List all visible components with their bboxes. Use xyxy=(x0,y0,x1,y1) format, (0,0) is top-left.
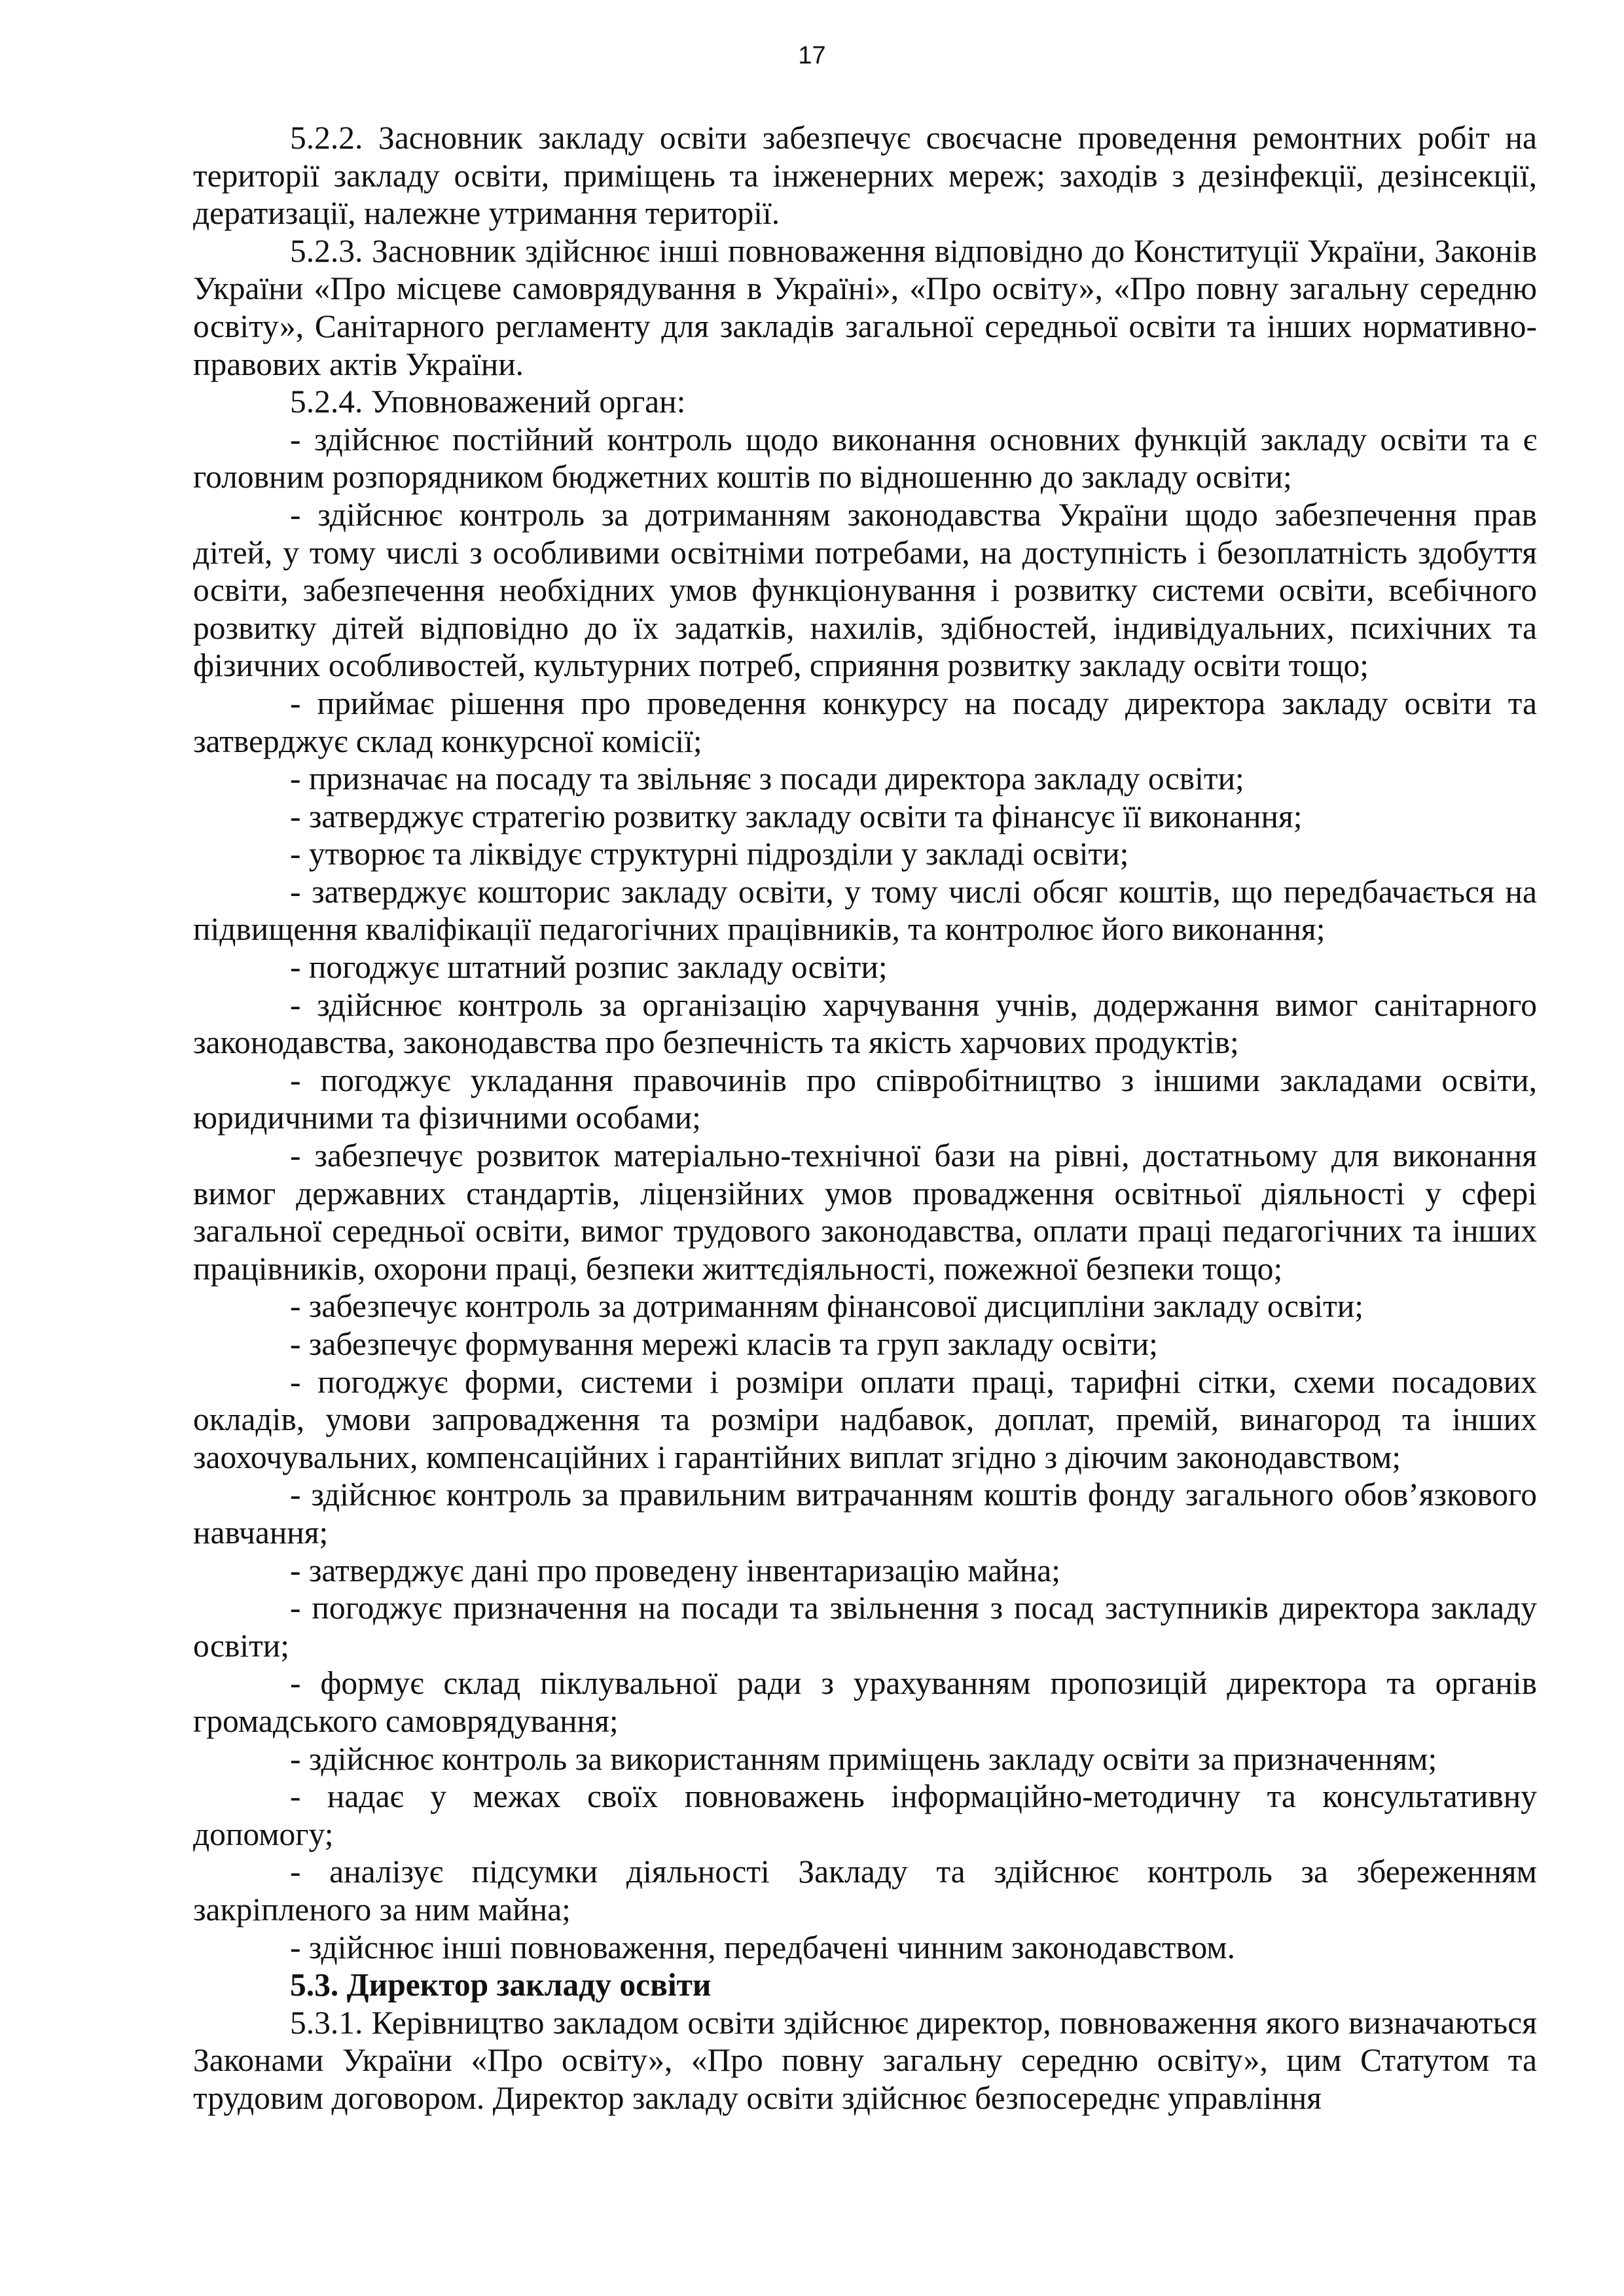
list-item: - забезпечує контроль за дотриманням фінансової дисципліни закладу освіти; xyxy=(290,1288,1363,1325)
list-item: - здійснює контроль за дотриманням законодавства України щодо забезпечення прав дітей, у тому числі з особливими освітніми потребами, на доступність і безоплатність здобуття освіти, забезпечення необхідних умов функціонування і розвитку системи освіти, всебічного розвитку дітей відповідно до їх задатків, нахилів, здібностей, індивідуальних, психічних та фізичних особливостей, культурних потреб, сприяння розвитку закладу освіти тощо; xyxy=(193,496,1537,684)
list-item: - погоджує штатний розпис закладу освіти; xyxy=(290,949,888,986)
list-item: - забезпечує розвиток матеріально-технічної бази на рівні, достатньому для виконання вимог державних стандартів, ліцензійних умов провадження освітньої діяльності у сфері загальної середньої освіти, вимог трудового законодавства, оплати праці педагогічних та інших працівників, охорони праці, безпеки життєдіяльності, пожежної безпеки тощо; xyxy=(193,1138,1537,1287)
section-heading-5-3: 5.3. Директор закладу освіти xyxy=(290,1967,712,2003)
list-item: - здійснює інші повноваження, передбачені чинним законодавством. xyxy=(290,1929,1235,1965)
list-item: - затверджує дані про проведену інвентаризацію майна; xyxy=(290,1552,1060,1588)
list-item: - надає у межах своїх повноважень інформаційно-методичну та консультативну допомогу; xyxy=(193,1778,1537,1852)
list-item: - приймає рішення про проведення конкурсу на посаду директора закладу освіти та затверджує склад конкурсної комісії; xyxy=(193,685,1537,759)
list-item: - затверджує стратегію розвитку закладу освіти та фінансує її виконання; xyxy=(290,798,1303,834)
list-item: - погоджує форми, системи і розміри оплати праці, тарифні сітки, схеми посадових окладів, умови запровадження та розміри надбавок, доплат, премій, винагород та інших заохочувальних, компенсаційних і гарантійних виплат згідно з діючим законодавством; xyxy=(193,1363,1537,1475)
list-item: - погоджує призначення на посади та звільнення з посад заступників директора закладу освіти; xyxy=(193,1590,1537,1664)
list-item: - затверджує кошторис закладу освіти, у тому числі обсяг коштів, що передбачається на підвищення кваліфікації педагогічних працівників, та контролює його виконання; xyxy=(193,873,1537,948)
list-item: - аналізує підсумки діяльності Закладу та здійснює контроль за збереженням закріпленого за ним майна; xyxy=(193,1854,1537,1928)
list-item: - формує склад піклувальної ради з урахуванням пропозицій директора та органів громадського самоврядування; xyxy=(193,1665,1537,1739)
document-body xyxy=(193,119,1537,2117)
paragraph-5-2-3: 5.2.3. Засновник здійснює інші повноваження відповідно до Конституції України, Законів України «Про місцеве самоврядування в Україні», «Про освіту», «Про повну загальну середню освіту», Санітарного регламенту для закладів загальної середньої освіти та інших нормативно-правових актів України. xyxy=(193,232,1537,382)
list-item: - призначає на посаду та звільняє з посади директора закладу освіти; xyxy=(290,761,1244,797)
paragraph-5-3-1: 5.3.1. Керівництво закладом освіти здійснює директор, повноваження якого визначаються Законами України «Про освіту», «Про повну загальну середню освіту», цим Статутом та трудовим договором. Директор закладу освіти здійснює безпосереднє управління xyxy=(193,2004,1537,2116)
list-item: - погоджує укладання правочинів про співробітництво з іншими закладами освіти, юридичними та фізичними особами; xyxy=(193,1062,1537,1136)
paragraph-5-2-2: 5.2.2. Засновник закладу освіти забезпечує своєчасне проведення ремонтних робіт на території закладу освіти, приміщень та інженерних мереж; заходів з дезінфекції, дезінсекції, дератизації, належне утримання території. xyxy=(193,120,1537,232)
list-item: - забезпечує формування мережі класів та груп закладу освіти; xyxy=(290,1326,1158,1362)
paragraph-5-2-4: 5.2.4. Уповноважений орган: xyxy=(290,384,686,420)
list-item: - здійснює контроль за використанням приміщень закладу освіти за призначенням; xyxy=(290,1740,1437,1777)
page-number: 17 xyxy=(798,42,826,69)
list-item: - здійснює контроль за правильним витрачанням коштів фонду загального обов’язкового навчання; xyxy=(193,1477,1537,1551)
list-item: - здійснює постійний контроль щодо виконання основних функцій закладу освіти та є головним розпорядником бюджетних коштів по відношенню до закладу освіти; xyxy=(193,421,1537,495)
list-item: - утворює та ліквідує структурні підрозділи у закладі освіти; xyxy=(290,836,1129,872)
list-item: - здійснює контроль за організацію харчування учнів, додержання вимог санітарного законодавства, законодавства про безпечність та якість харчових продуктів; xyxy=(193,986,1537,1061)
